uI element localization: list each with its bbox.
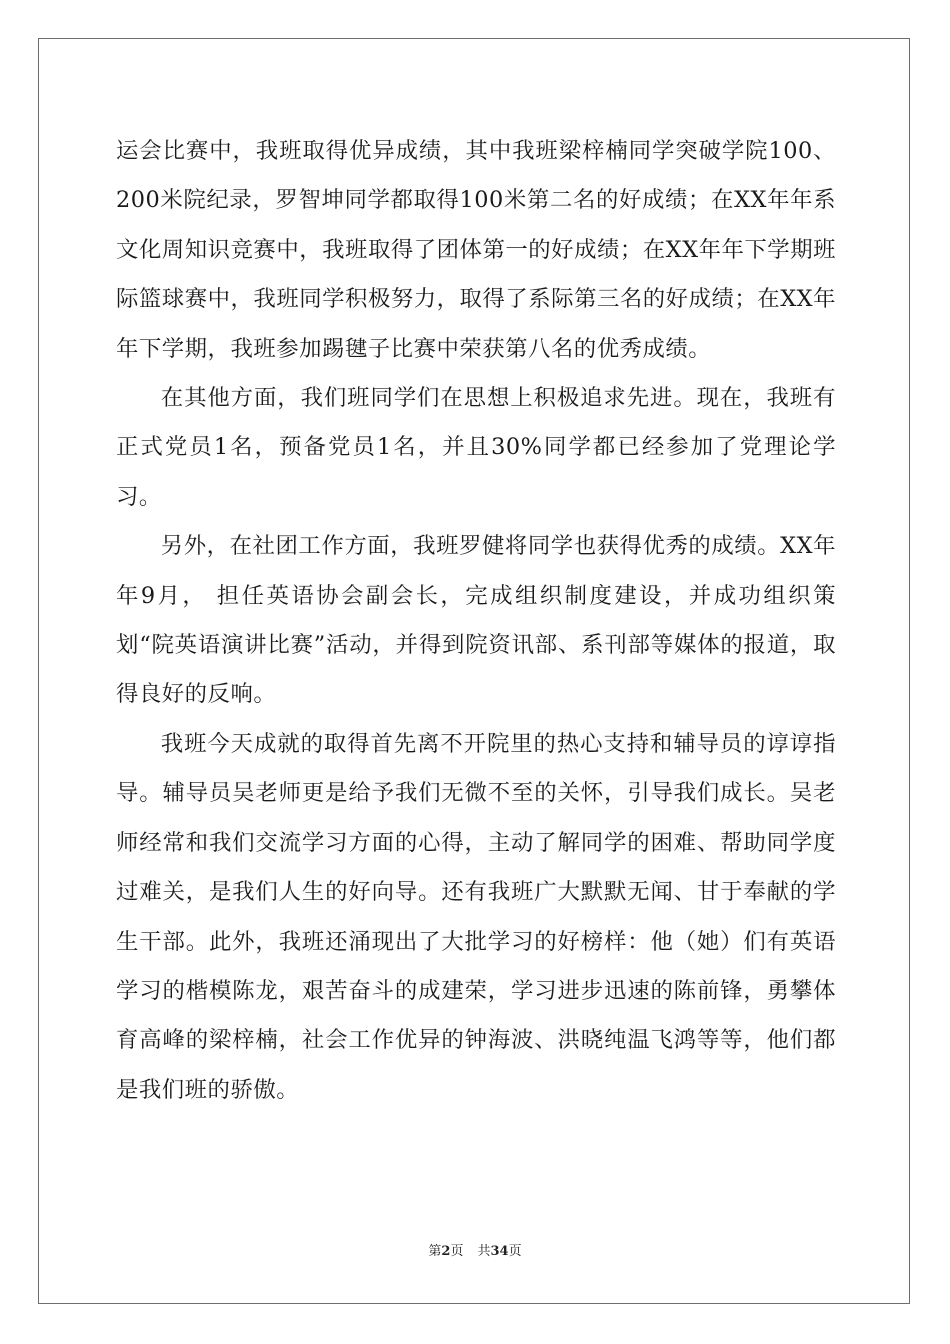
page-footer bbox=[0, 1243, 950, 1261]
paragraph-3: 另外，在社团工作方面，我班罗健将同学也获得优秀的成绩。XX年年9月， 担任英语协会副会长，完成组织制度建设，并成功组织策划“院英语演讲比赛”活动，并得到院资讯部、系刊部等媒体的报道，取得良好的反响。 bbox=[116, 533, 836, 708]
page-number: 2 bbox=[441, 1244, 451, 1259]
page-prefix: 第 bbox=[428, 1244, 442, 1259]
paragraph-4: 我班今天成就的取得首先离不开院里的热心支持和辅导员的谆谆指导。辅导员吴老师更是给予我们无微不至的关怀，引导我们成长。吴老师经常和我们交流学习方面的心得，主动了解同学的困难、帮助同学度过难关，是我们人生的好向导。还有我班广大默默无闻、甘于奉献的学生干部。此外，我班还涌现出了大批学习的好榜样：他（她）们有英语学习的楷模陈龙，艰苦奋斗的成建荣，学习进步迅速的陈前锋，勇攀体育高峰的梁梓楠，社会工作优异的钟海波、洪晓纯温飞鸿等等，他们都是我们班的骄傲。 bbox=[116, 730, 836, 1103]
paragraph-1: 运会比赛中，我班取得优异成绩，其中我班梁梓楠同学突破学院100、200米院纪录，罗智坤同学都取得100米第二名的好成绩；在XX年年系文化周知识竞赛中，我班取得了团体第一的好成绩；在XX年年下学期班际篮球赛中，我班同学积极努力，取得了系际第三名的好成绩；在XX年年下学期，我班参加踢毽子比赛中荣获第八名的优秀成绩。 bbox=[116, 138, 836, 362]
page-suffix: 页 bbox=[450, 1244, 464, 1259]
total-pages: 34 bbox=[490, 1244, 509, 1259]
paragraph-2: 在其他方面，我们班同学们在思想上积极追求先进。现在，我班有正式党员1名，预备党员1名，并且30%同学都已经参加了党理论学习。 bbox=[116, 385, 836, 510]
total-suffix: 页 bbox=[508, 1244, 522, 1259]
total-prefix: 共 bbox=[477, 1244, 491, 1259]
document-body bbox=[116, 127, 836, 1115]
